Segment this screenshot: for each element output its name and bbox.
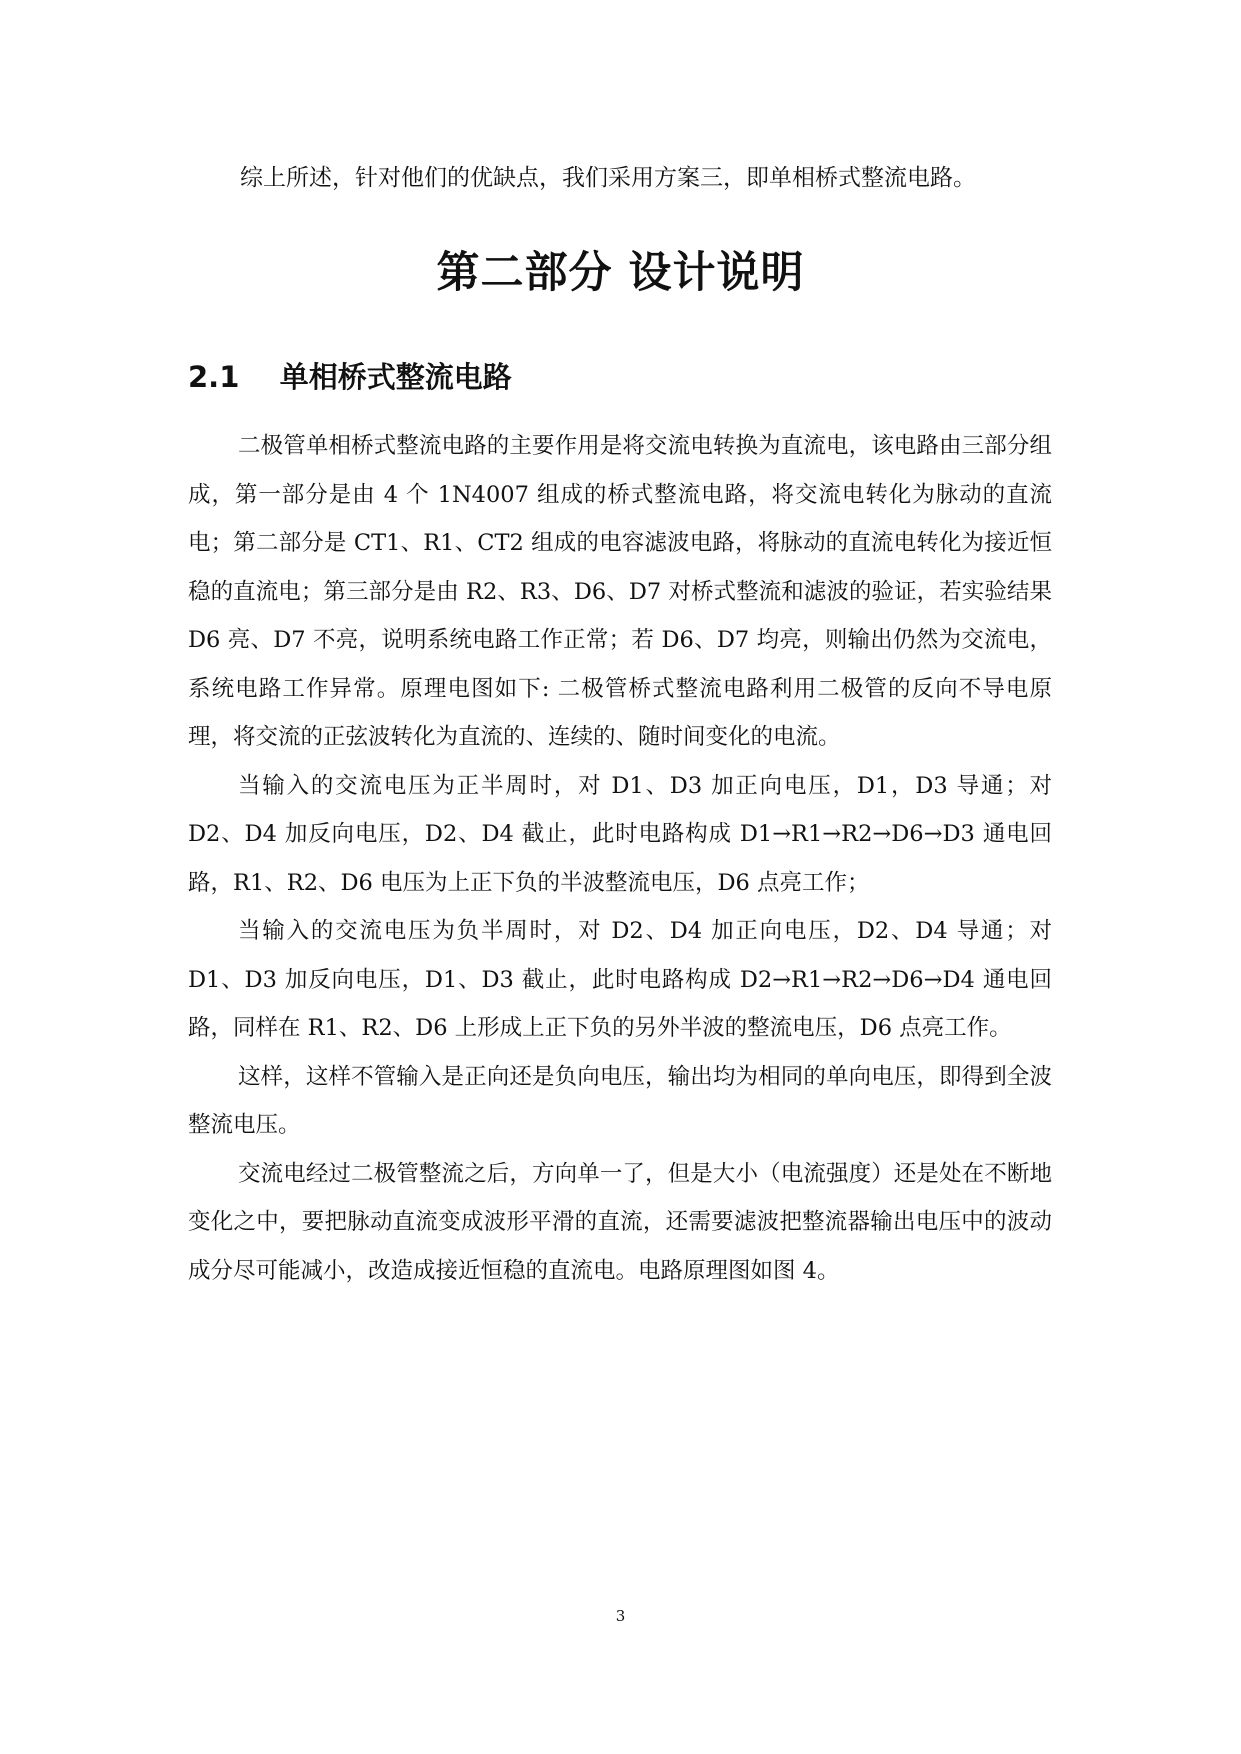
page-number: 3 [615, 1607, 626, 1625]
section-heading [188, 355, 512, 399]
section-title-text: 单相桥式整流电路 [279, 360, 512, 394]
paragraph: 交流电经过二极管整流之后，方向单一了，但是大小（电流强度）还是处在不断地变化之中，要把脉动直流变成波形平滑的直流，还需要滤波把整流器输出电压中的波动成分尽可能减小，改造成接近恒稳的直流电。电路原理图如图 4。 [188, 1160, 1052, 1284]
paragraph: 当输入的交流电压为负半周时，对 D2、D4 加正向电压，D2、D4 导通；对 D1、D3 加反向电压，D1、D3 截止，此时电路构成 D2→R1→R2→D6→D4 通电回路，同样在 R1、R2、D6 上形成上正下负的另外半波的整流电压，D6 点亮工作。 [188, 918, 1052, 1041]
intro-line: 综上所述，针对他们的优缺点，我们采用方案三，即单相桥式整流电路。 [240, 165, 976, 191]
part-title: 第二部分 设计说明 [436, 248, 805, 298]
paragraph: 这样，这样不管输入是正向还是负向电压，输出均为相同的单向电压，即得到全波整流电压。 [188, 1063, 1052, 1138]
paragraph: 二极管单相桥式整流电路的主要作用是将交流电转换为直流电，该电路由三部分组成，第一部分是由 4 个 1N4007 组成的桥式整流电路，将交流电转化为脉动的直流电；第二部分是 CT1、R1、CT2 组成的电容滤波电路，将脉动的直流电转化为接近恒稳的直流电；第三部分是由 R2、R3、D6、D7 对桥式整流和滤波的验证，若实验结果 D6 亮、D7 不亮，说明系统电路工作正常；若 D6、D7 均亮，则输出仍然为交流电，系统电路工作异常。原理电图如下: 二极管桥式整流电路利用二极管的反向不导电原理，将交流的正弦波转化为直流的、连续的、随时间变化的电流。 [188, 433, 1052, 750]
paragraph: 当输入的交流电压为正半周时，对 D1、D3 加正向电压，D1，D3 导通；对 D2、D4 加反向电压，D2、D4 截止，此时电路构成 D1→R1→R2→D6→D3 通电回路，R1、R2、D6 电压为上正下负的半波整流电压，D6 点亮工作； [188, 772, 1052, 896]
section-number: 2.1 [188, 360, 240, 394]
section-body [188, 422, 1052, 1295]
